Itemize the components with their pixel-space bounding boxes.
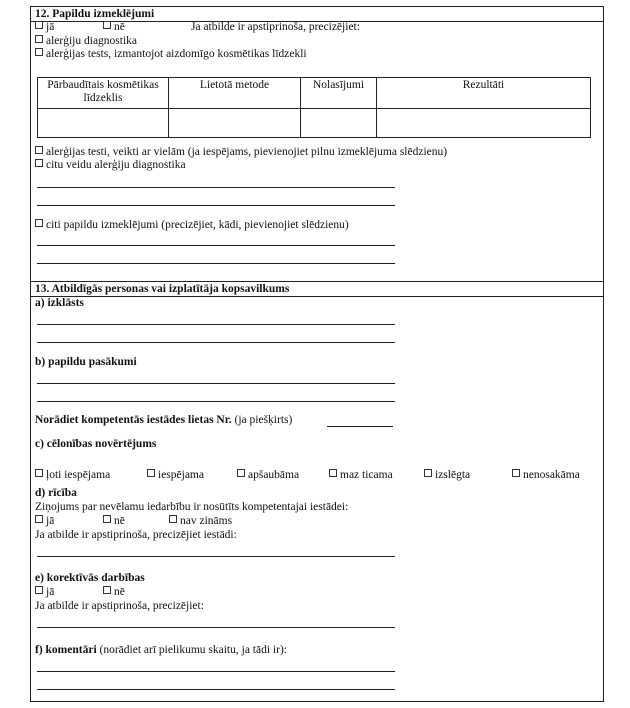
allergy-tests-series-label: alerģijas testi, veikti ar vielām (ja iespējams, pievienojiet pilnu izmeklējuma slēdzienu) bbox=[46, 146, 448, 158]
fill-line[interactable] bbox=[37, 342, 395, 343]
allergy-diagnostics-checkbox[interactable] bbox=[35, 35, 43, 43]
table-header-readings: Nolasījumi bbox=[301, 78, 377, 109]
other-additional-tests-checkbox[interactable] bbox=[35, 219, 43, 227]
allergy-tests-cosmetics-checkbox[interactable] bbox=[35, 48, 43, 56]
s12-no-option[interactable] bbox=[103, 21, 125, 34]
s12-yes-option[interactable] bbox=[35, 21, 54, 34]
s12-yes-label: jā bbox=[46, 21, 55, 33]
s13-a-label: a) izklāsts bbox=[35, 297, 84, 309]
other-allergy-diagnostics-checkbox[interactable] bbox=[35, 159, 43, 167]
causality-label: maz ticama bbox=[340, 469, 393, 481]
case-number-text bbox=[35, 414, 292, 427]
table-row[interactable] bbox=[38, 109, 591, 138]
s12-specify-text: Ja atbilde ir apstiprinoša, precizējiet: bbox=[191, 21, 360, 33]
d-unknown-option[interactable] bbox=[169, 515, 232, 528]
s12-yes-checkbox[interactable] bbox=[35, 21, 43, 29]
fill-line[interactable] bbox=[37, 627, 395, 628]
table-cell[interactable] bbox=[169, 109, 301, 138]
fill-line[interactable] bbox=[37, 324, 395, 325]
causality-option[interactable] bbox=[424, 469, 470, 481]
d-yes-checkbox[interactable] bbox=[35, 515, 43, 523]
table-header-method: Lietotā metode bbox=[169, 78, 301, 109]
table-header-product: Pārbaudītais kosmētikas līdzeklis bbox=[38, 78, 169, 109]
table-header-row bbox=[38, 78, 591, 109]
causality-option[interactable] bbox=[237, 469, 299, 481]
tested-products-table bbox=[37, 77, 591, 138]
causality-label: nenosakāma bbox=[523, 469, 580, 481]
s12-allergy-tests-cosmetics[interactable] bbox=[35, 48, 307, 61]
case-number-field[interactable] bbox=[327, 426, 393, 427]
causality-checkbox[interactable] bbox=[329, 469, 337, 477]
fill-line[interactable] bbox=[37, 245, 395, 246]
e-no-checkbox[interactable] bbox=[103, 586, 111, 594]
d-no-option[interactable] bbox=[103, 515, 125, 528]
s12-no-label: nē bbox=[114, 21, 125, 33]
allergy-tests-series-checkbox[interactable] bbox=[35, 146, 43, 154]
s12-other-additional-tests[interactable] bbox=[35, 219, 349, 232]
section-12-heading: 12. Papildu izmeklējumi bbox=[31, 7, 603, 22]
s13-b-label: b) papildu pasākumi bbox=[35, 356, 137, 368]
table-cell[interactable] bbox=[38, 109, 169, 138]
other-allergy-diagnostics-label: citu veidu alerģiju diagnostika bbox=[46, 159, 186, 171]
allergy-diagnostics-label: alerģiju diagnostika bbox=[46, 35, 138, 47]
d-yes-label: jā bbox=[46, 515, 55, 527]
s13-d-label: d) rīcība bbox=[35, 487, 77, 499]
fill-line[interactable] bbox=[37, 263, 395, 264]
causality-checkbox[interactable] bbox=[35, 469, 43, 477]
e-specify: Ja atbilde ir apstiprinoša, precizējiet: bbox=[35, 600, 204, 612]
d-no-label: nē bbox=[114, 515, 125, 527]
s12-allergy-tests-series[interactable] bbox=[35, 146, 447, 159]
e-yes-label: jā bbox=[46, 586, 55, 598]
allergy-tests-cosmetics-label: alerģijas tests, izmantojot aizdomīgo kosmētikas līdzekli bbox=[46, 48, 307, 60]
e-yes-option[interactable] bbox=[35, 586, 54, 599]
table-cell[interactable] bbox=[377, 109, 591, 138]
causality-label: apšaubāma bbox=[248, 469, 300, 481]
d-yes-option[interactable] bbox=[35, 515, 54, 528]
s13-e-label: e) korektīvās darbības bbox=[35, 572, 145, 584]
fill-line[interactable] bbox=[37, 689, 395, 690]
d-question: Ziņojums par nevēlamu iedarbību ir nosūtīts kompetentajai iestādei: bbox=[35, 501, 349, 513]
e-no-label: nē bbox=[114, 586, 125, 598]
causality-checkbox[interactable] bbox=[147, 469, 155, 477]
f-label-rest: (norādiet arī pielikumu skaitu, ja tādi ir): bbox=[99, 644, 287, 656]
fill-line[interactable] bbox=[37, 401, 395, 402]
s13-c-label: c) cēlonības novērtējums bbox=[35, 438, 157, 450]
causality-checkbox[interactable] bbox=[512, 469, 520, 477]
s12-other-allergy-diagnostics[interactable] bbox=[35, 159, 186, 172]
section-13-heading: 13. Atbildīgās personas vai izplatītāja kopsavilkums bbox=[31, 281, 603, 297]
s12-no-checkbox[interactable] bbox=[103, 21, 111, 29]
other-additional-tests-label: citi papildu izmeklējumi (precizējiet, kādi, pievienojiet slēdzienu) bbox=[46, 219, 349, 231]
e-yes-checkbox[interactable] bbox=[35, 586, 43, 594]
causality-label: izslēgta bbox=[435, 469, 471, 481]
causality-option[interactable] bbox=[512, 469, 580, 481]
table-cell[interactable] bbox=[301, 109, 377, 138]
e-no-option[interactable] bbox=[103, 586, 125, 599]
case-number-note: (ja piešķirts) bbox=[234, 414, 293, 426]
causality-option[interactable] bbox=[329, 469, 393, 481]
causality-option[interactable] bbox=[147, 469, 204, 481]
fill-line[interactable] bbox=[37, 383, 395, 384]
d-no-checkbox[interactable] bbox=[103, 515, 111, 523]
d-specify: Ja atbilde ir apstiprinoša, precizējiet iestādi: bbox=[35, 529, 237, 541]
fill-line[interactable] bbox=[37, 556, 395, 557]
s13-f-label bbox=[35, 644, 287, 657]
f-label-bold: f) komentāri bbox=[35, 644, 97, 656]
fill-line[interactable] bbox=[37, 187, 395, 188]
form-frame bbox=[30, 6, 604, 702]
causality-checkbox[interactable] bbox=[424, 469, 432, 477]
causality-label: ļoti iespējama bbox=[46, 469, 111, 481]
causality-label: iespējama bbox=[158, 469, 204, 481]
fill-line[interactable] bbox=[37, 671, 395, 672]
causality-option[interactable] bbox=[35, 469, 110, 481]
s12-allergy-diagnostics[interactable] bbox=[35, 35, 137, 48]
fill-line[interactable] bbox=[37, 205, 395, 206]
causality-checkbox[interactable] bbox=[237, 469, 245, 477]
d-unknown-label: nav zināms bbox=[180, 515, 233, 527]
d-unknown-checkbox[interactable] bbox=[169, 515, 177, 523]
table-header-results: Rezultāti bbox=[377, 78, 591, 109]
case-number-label: Norādiet kompetentās iestādes lietas Nr. bbox=[35, 414, 232, 426]
